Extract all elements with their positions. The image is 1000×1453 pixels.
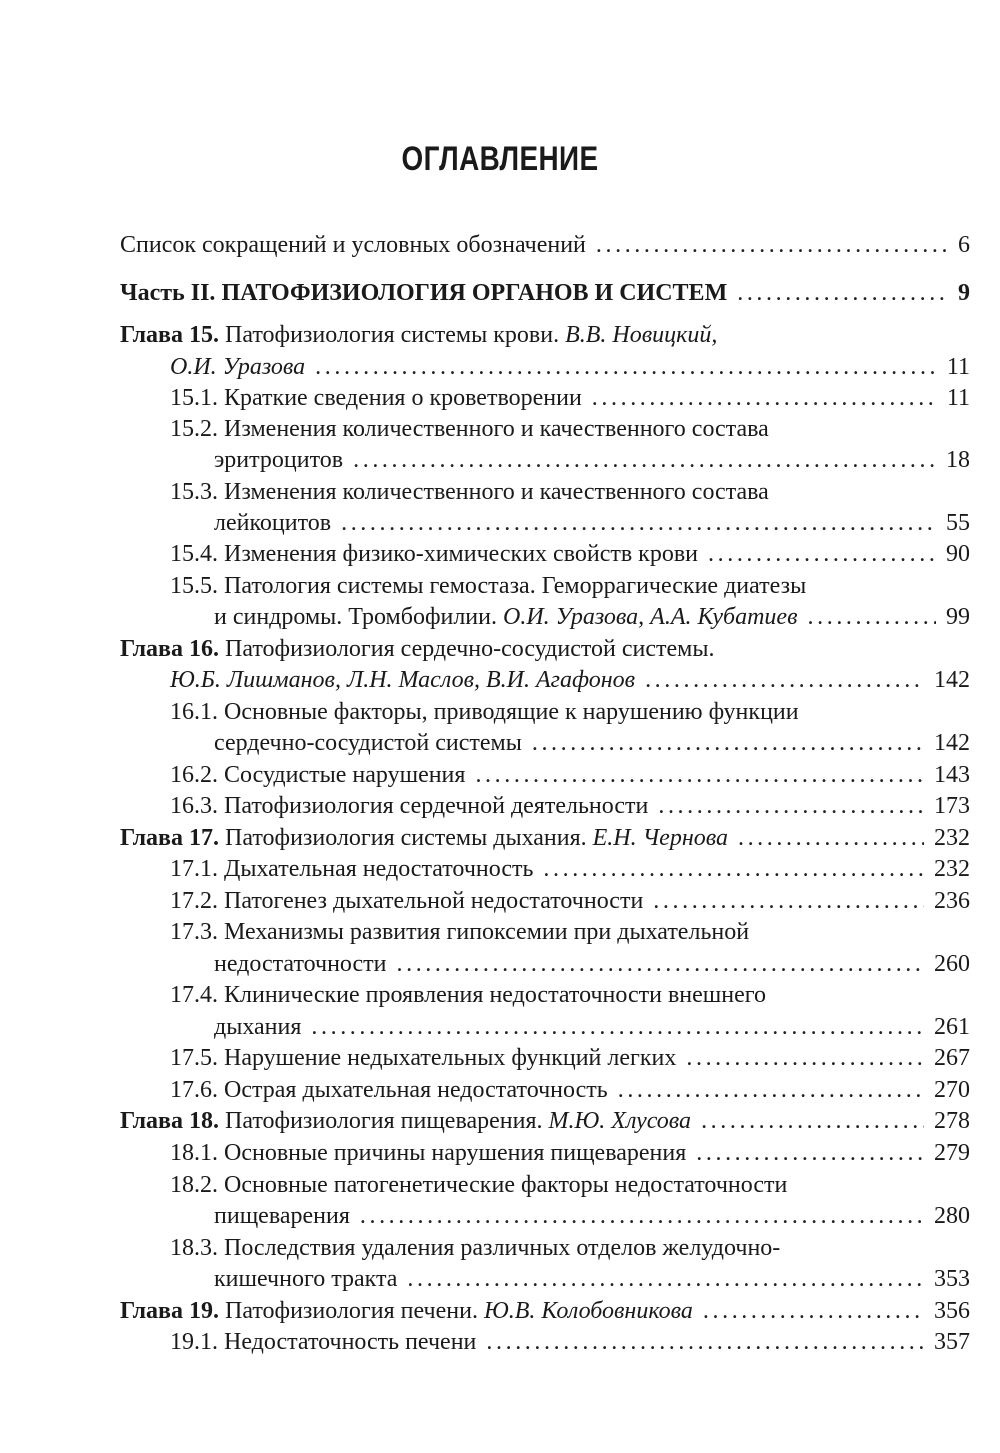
- toc-section-15-5-line2[interactable]: и синдромы. Тромбофилии. О.И. Уразова, А.А. Кубатиев . . . 99: [214, 600, 970, 634]
- page-number: 6: [958, 232, 970, 258]
- page-number: 232: [934, 856, 970, 882]
- page-number: 143: [934, 762, 970, 788]
- page-number: 278: [934, 1108, 970, 1134]
- leader-dots: [486, 1325, 924, 1359]
- leader-dots: [808, 600, 936, 634]
- toc-chapter-16-authors[interactable]: Ю.Б. Лишманов, Л.Н. Маслов, В.И. Агафонов . . . 142: [170, 663, 970, 697]
- leader-dots: [341, 506, 936, 540]
- leader-dots: [592, 381, 937, 415]
- page-number: 11: [946, 385, 970, 411]
- page-number: 232: [934, 825, 970, 851]
- toc-section-18-3-line1[interactable]: 18.3. Последствия удаления различных отделов желудочно-: [170, 1235, 781, 1261]
- toc-section-17-4-line2[interactable]: дыхания . . . 261: [214, 1010, 970, 1044]
- leader-dots: [596, 228, 948, 262]
- toc-section-15-4[interactable]: 15.4. Изменения физико-химических свойств крови . . . 90: [170, 537, 970, 571]
- toc-section-17-1[interactable]: 17.1. Дыхательная недостаточность . . . 232: [170, 852, 970, 886]
- toc-chapter-19[interactable]: Глава 19. Патофизиология печени. Ю.В. Колобовникова . . . 356: [120, 1294, 970, 1328]
- leader-dots: [532, 726, 924, 760]
- toc-section-15-2-line2[interactable]: эритроцитов . . . 18: [214, 443, 970, 477]
- page-number: 18: [946, 447, 970, 473]
- toc-section-17-3-line1[interactable]: 17.3. Механизмы развития гипоксемии при дыхательной: [170, 919, 750, 945]
- toc-section-16-1-line1[interactable]: 16.1. Основные факторы, приводящие к нарушению функции: [170, 699, 799, 725]
- leader-dots: [315, 350, 937, 384]
- page-number: 142: [934, 730, 970, 756]
- leader-dots: [645, 663, 924, 697]
- leader-dots: [397, 947, 925, 981]
- page-number: 99: [946, 604, 970, 630]
- toc-section-19-1[interactable]: 19.1. Недостаточность печени . . . 357: [170, 1325, 970, 1359]
- toc-entry-part-2[interactable]: Часть II. ПАТОФИЗИОЛОГИЯ ОРГАНОВ И СИСТЕМ . . . 9: [120, 276, 970, 310]
- page-number: 270: [934, 1077, 970, 1103]
- leader-dots: [360, 1199, 924, 1233]
- leader-dots: [686, 1041, 924, 1075]
- page-title: ОГЛАВЛЕНИЕ: [401, 140, 599, 178]
- page-number: 142: [934, 667, 970, 693]
- toc-section-17-4-line1[interactable]: 17.4. Клинические проявления недостаточности внешнего: [170, 982, 766, 1008]
- toc-section-15-3-line1[interactable]: 15.3. Изменения количественного и качественного состава: [170, 479, 769, 505]
- toc-section-17-3-line2[interactable]: недостаточности . . . 260: [214, 947, 970, 981]
- toc-section-18-2-line1[interactable]: 18.2. Основные патогенетические факторы недостаточности: [170, 1172, 788, 1198]
- leader-dots: [407, 1262, 924, 1296]
- toc-section-17-5[interactable]: 17.5. Нарушение недыхательных функций легких . . . 267: [170, 1041, 970, 1075]
- toc-section-16-1-line2[interactable]: сердечно-сосудистой системы . . . 142: [214, 726, 970, 760]
- toc-chapter-15-authors[interactable]: О.И. Уразова . . . 11: [170, 350, 970, 384]
- page-number: 11: [946, 354, 970, 380]
- page-number: 353: [934, 1266, 970, 1292]
- leader-dots: [738, 821, 924, 855]
- toc-section-15-5-line1[interactable]: 15.5. Патология системы гемостаза. Геморрагические диатезы: [170, 573, 807, 599]
- page-number: 356: [934, 1298, 970, 1324]
- leader-dots: [311, 1010, 924, 1044]
- page-number: 236: [934, 888, 970, 914]
- page-number: 280: [934, 1203, 970, 1229]
- leader-dots: [618, 1073, 924, 1107]
- toc-section-15-1[interactable]: 15.1. Краткие сведения о кроветворении . . . 11: [170, 381, 970, 415]
- page-number: 55: [946, 510, 970, 536]
- toc-section-16-3[interactable]: 16.3. Патофизиология сердечной деятельности . . . 173: [170, 789, 970, 823]
- page-number: 9: [958, 280, 970, 306]
- toc-section-18-3-line2[interactable]: кишечного тракта . . . 353: [214, 1262, 970, 1296]
- leader-dots: [543, 852, 924, 886]
- leader-dots: [475, 758, 924, 792]
- toc-entry-abbreviations[interactable]: Список сокращений и условных обозначений . . . 6: [120, 228, 970, 262]
- toc-chapter-18[interactable]: Глава 18. Патофизиология пищеварения. М.Ю. Хлусова . . . 278: [120, 1104, 970, 1138]
- leader-dots: [701, 1104, 924, 1138]
- leader-dots: [658, 789, 924, 823]
- leader-dots: [696, 1136, 924, 1170]
- page-number: 261: [934, 1014, 970, 1040]
- leader-dots: [708, 537, 936, 571]
- toc-section-16-2[interactable]: 16.2. Сосудистые нарушения . . . 143: [170, 758, 970, 792]
- toc-section-18-1[interactable]: 18.1. Основные причины нарушения пищеварения . . . 279: [170, 1136, 970, 1170]
- toc-section-15-2-line1[interactable]: 15.2. Изменения количественного и качественного состава: [170, 416, 769, 442]
- page-number: 267: [934, 1045, 970, 1071]
- toc-section-18-2-line2[interactable]: пищеварения . . . 280: [214, 1199, 970, 1233]
- page-number: 90: [946, 541, 970, 567]
- leader-dots: [737, 276, 948, 310]
- page-number: 357: [934, 1329, 970, 1355]
- toc-section-17-2[interactable]: 17.2. Патогенез дыхательной недостаточности . . . 236: [170, 884, 970, 918]
- leader-dots: [703, 1294, 924, 1328]
- leader-dots: [653, 884, 924, 918]
- toc-chapter-16-title[interactable]: Глава 16. Патофизиология сердечно-сосудистой системы.: [120, 636, 715, 662]
- toc-section-15-3-line2[interactable]: лейкоцитов . . . 55: [214, 506, 970, 540]
- page-number: 279: [934, 1140, 970, 1166]
- toc-chapter-15-title[interactable]: Глава 15. Патофизиология системы крови. В.В. Новицкий,: [120, 322, 718, 348]
- leader-dots: [353, 443, 936, 477]
- page-number: 260: [934, 951, 970, 977]
- page-number: 173: [934, 793, 970, 819]
- toc-section-17-6[interactable]: 17.6. Острая дыхательная недостаточность . . . 270: [170, 1073, 970, 1107]
- toc-chapter-17[interactable]: Глава 17. Патофизиология системы дыхания. Е.Н. Чернова . . . 232: [120, 821, 970, 855]
